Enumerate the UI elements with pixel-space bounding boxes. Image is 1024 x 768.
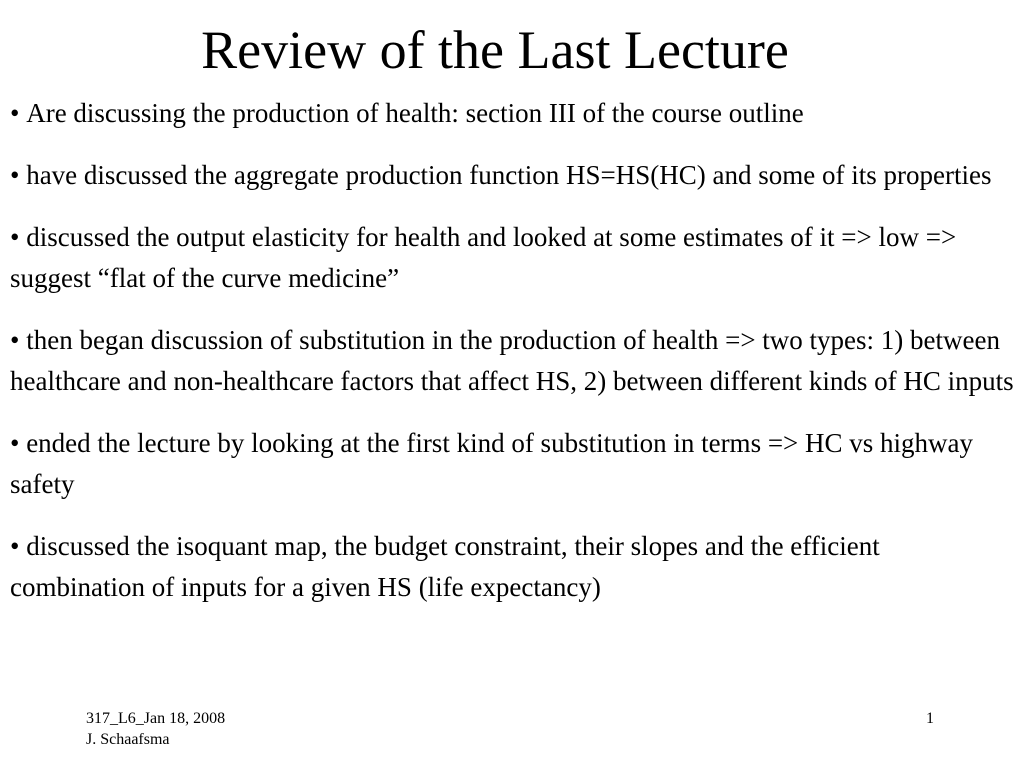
bullet-text: Are discussing the production of health: section III of the course outline	[26, 98, 804, 128]
footer-author: J. Schaafsma	[86, 731, 170, 748]
bullet-item	[10, 423, 1014, 505]
footer-course-date: 317_L6_Jan 18, 2008	[86, 710, 226, 727]
bullet-dot-icon	[10, 531, 26, 561]
bullet-dot-icon	[10, 325, 26, 355]
bullet-text: discussed the output elasticity for health and looked at some estimates of it => low => suggest “flat of the curve medicine”	[10, 222, 957, 293]
bullet-text: ended the lecture by looking at the first kind of substitution in terms => HC vs highway safety	[10, 428, 974, 499]
bullet-item	[10, 526, 1014, 608]
bullet-text: discussed the isoquant map, the budget constraint, their slopes and the efficient combination of inputs for a given HS (life expectancy)	[10, 531, 880, 602]
bullet-dot-icon	[10, 98, 26, 128]
slide-title: Review of the Last Lecture	[201, 20, 789, 80]
bullet-dot-icon	[10, 428, 26, 458]
bullet-list	[10, 93, 1014, 629]
page-number: 1	[926, 710, 934, 727]
bullet-item	[10, 217, 1014, 299]
bullet-dot-icon	[10, 160, 26, 190]
bullet-dot-icon	[10, 222, 26, 252]
bullet-text: have discussed the aggregate production function HS=HS(HC) and some of its properties	[26, 160, 992, 190]
bullet-item	[10, 93, 1014, 134]
footer-info	[86, 708, 225, 750]
bullet-item	[10, 320, 1014, 402]
bullet-item	[10, 155, 1014, 196]
bullet-text: then began discussion of substitution in the production of health => two types: 1) between healthcare and non-healthcare factors that affect HS, 2) between different kinds of HC inputs	[10, 325, 1014, 396]
